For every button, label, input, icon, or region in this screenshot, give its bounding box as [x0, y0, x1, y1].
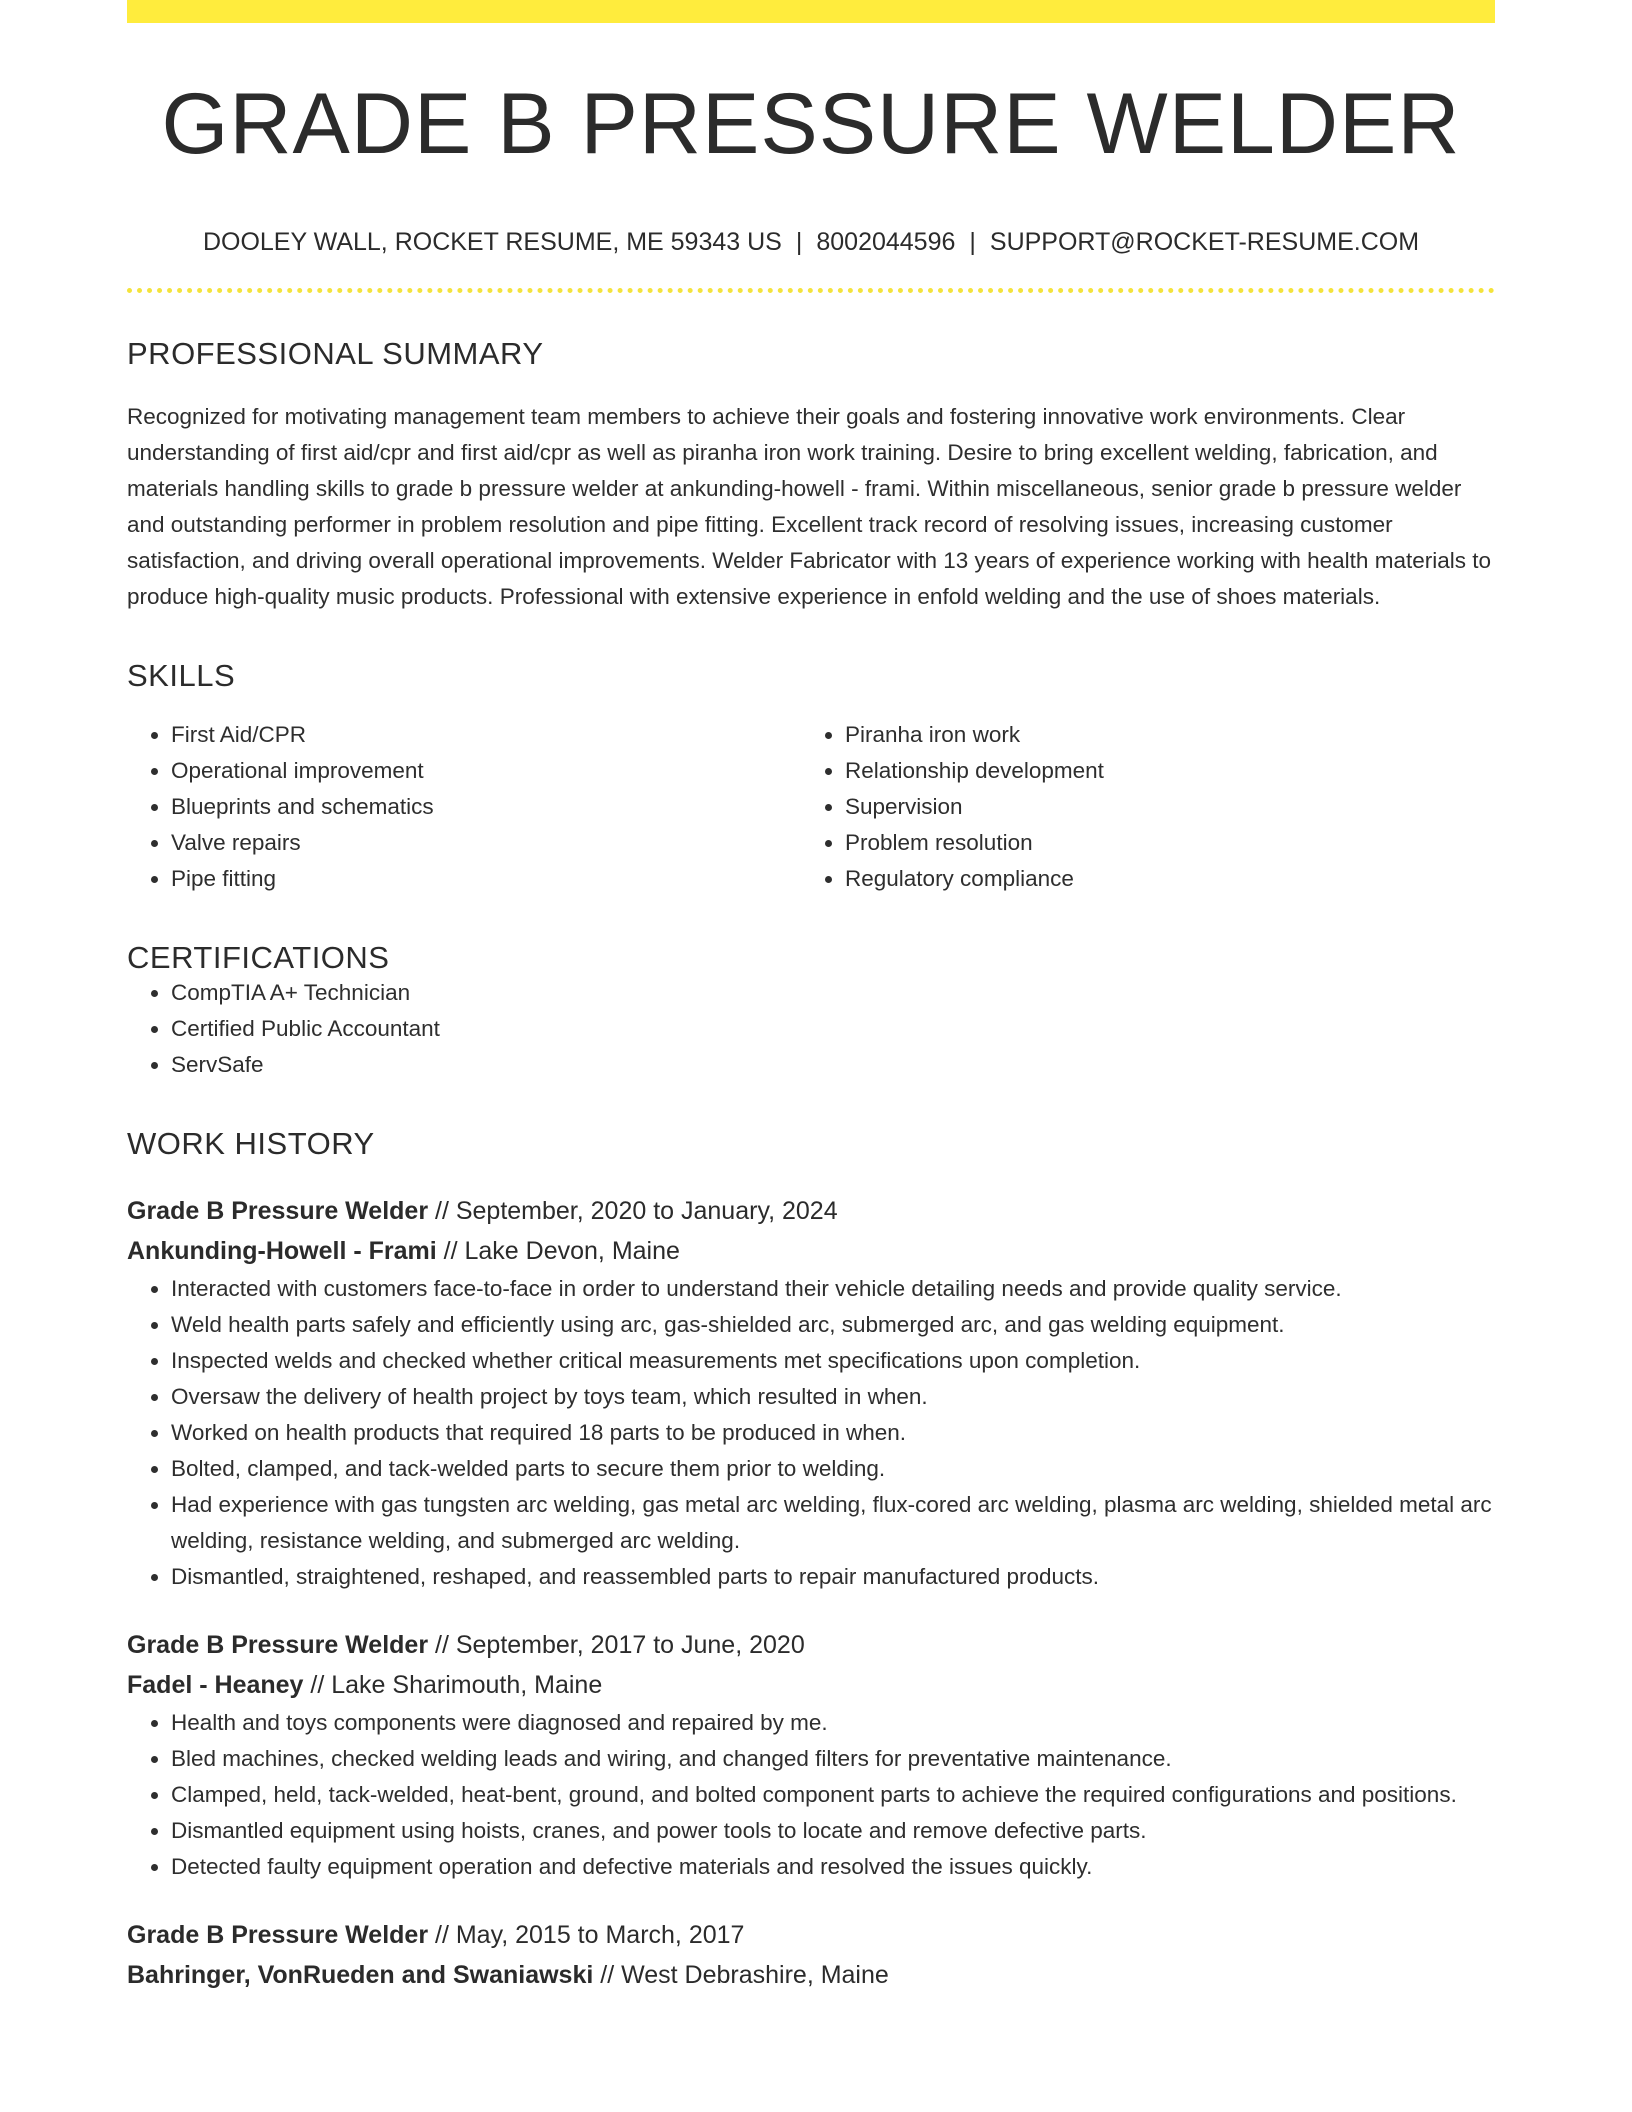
skill-item: • Operational improvement [171, 753, 801, 789]
job-company-line [127, 1955, 1495, 1995]
skill-item: • Valve repairs [171, 825, 801, 861]
job-bullet: • Dismantled equipment using hoists, cranes, and power tools to locate and remove defective parts. [171, 1813, 1495, 1849]
job-bullet: • Weld health parts safely and efficiently using arc, gas-shielded arc, submerged arc, and gas welding equipment. [171, 1307, 1495, 1343]
job-bullet: • Bolted, clamped, and tack-welded parts to secure them prior to welding. [171, 1451, 1495, 1487]
skills-list-left [127, 717, 801, 897]
job-bullet: • Inspected welds and checked whether critical measurements met specifications upon completion. [171, 1343, 1495, 1379]
certification-item: • CompTIA A+ Technician [171, 975, 1495, 1011]
skill-item: • Relationship development [845, 753, 1495, 789]
job-company-line [127, 1665, 1495, 1705]
job-bullet: • Clamped, held, tack-welded, heat-bent, ground, and bolted component parts to achieve the required configurations and positions. [171, 1777, 1495, 1813]
skill-item: • Pipe fitting [171, 861, 801, 897]
skill-item: • Problem resolution [845, 825, 1495, 861]
resume-page [127, 0, 1495, 1995]
job-dates: // September, 2017 to June, 2020 [428, 1631, 805, 1660]
job-bullets [127, 1271, 1495, 1595]
job-bullet: • Oversaw the delivery of health project by toys team, which resulted in when. [171, 1379, 1495, 1415]
summary-text: Recognized for motivating management team members to achieve their goals and fostering innovative work environments. Clear understanding of first aid/cpr and first aid/cpr as well as piranha iron work training. Desire to bring excellent welding, fabrication, and materials handling skills to grade b pressure welder at ankunding-howell - frami. Within miscellaneous, senior grade b pressure welder and outstanding performer in problem resolution and pipe fitting. Excellent track record of resolving issues, increasing customer satisfaction, and driving overall operational improvements. Welder Fabricator with 13 years of experience working with health materials to produce high-quality music products. Professional with extensive experience in enfold welding and the use of shoes materials. [127, 404, 1491, 610]
work-history-heading: WORK HISTORY [127, 1126, 375, 1162]
contact-phone[interactable]: 8002044596 [816, 228, 956, 256]
job-title: Grade B Pressure Welder [127, 1631, 429, 1660]
skill-item: • Piranha iron work [845, 717, 1495, 753]
top-accent-bar [127, 0, 1495, 23]
job-entry [127, 1191, 1495, 1595]
contact-line [127, 227, 1495, 257]
header-divider [127, 288, 1495, 293]
certification-item: • ServSafe [171, 1047, 1495, 1083]
skills-heading: SKILLS [127, 658, 236, 694]
skills-list-right [801, 717, 1495, 897]
job-title-line [127, 1625, 1495, 1665]
skill-item: • Blueprints and schematics [171, 789, 801, 825]
job-title: Grade B Pressure Welder [127, 1197, 429, 1226]
job-entry [127, 1625, 1495, 1885]
job-location: // Lake Devon, Maine [436, 1237, 680, 1266]
job-bullets [127, 1705, 1495, 1885]
job-title-line [127, 1191, 1495, 1231]
certification-item: • Certified Public Accountant [171, 1011, 1495, 1047]
job-bullet: • Dismantled, straightened, reshaped, and reassembled parts to repair manufactured products. [171, 1559, 1495, 1595]
contact-separator: | [969, 228, 976, 256]
job-dates: // May, 2015 to March, 2017 [428, 1921, 745, 1950]
skill-item: • Regulatory compliance [845, 861, 1495, 897]
job-company: Bahringer, VonRueden and Swaniawski [127, 1961, 594, 1990]
resume-title: GRADE B PRESSURE WELDER [161, 76, 1461, 172]
job-bullet: • Worked on health products that required 18 parts to be produced in when. [171, 1415, 1495, 1451]
job-title-line [127, 1915, 1495, 1955]
certifications-list [127, 975, 1495, 1083]
certifications-heading: CERTIFICATIONS [127, 940, 390, 976]
job-location: // Lake Sharimouth, Maine [303, 1671, 603, 1700]
job-location: // West Debrashire, Maine [593, 1961, 889, 1990]
job-entry [127, 1915, 1495, 1995]
job-bullet: • Bled machines, checked welding leads and wiring, and changed filters for preventative maintenance. [171, 1741, 1495, 1777]
contact-email[interactable]: SUPPORT@ROCKET-RESUME.COM [989, 228, 1420, 256]
contact-separator: | [795, 228, 803, 256]
job-company: Ankunding-Howell - Frami [127, 1237, 437, 1266]
job-bullet: • Health and toys components were diagnosed and repaired by me. [171, 1705, 1495, 1741]
job-company-line [127, 1231, 1495, 1271]
job-bullet: • Interacted with customers face-to-face in order to understand their vehicle detailing needs and provide quality service. [171, 1271, 1495, 1307]
job-company: Fadel - Heaney [127, 1671, 304, 1700]
skill-item: • First Aid/CPR [171, 717, 801, 753]
job-dates: // September, 2020 to January, 2024 [428, 1197, 838, 1226]
skill-item: • Supervision [845, 789, 1495, 825]
skills-grid [127, 717, 1495, 897]
job-title: Grade B Pressure Welder [127, 1921, 429, 1950]
job-bullet: • Detected faulty equipment operation and defective materials and resolved the issues quickly. [171, 1849, 1495, 1885]
job-bullet: • Had experience with gas tungsten arc welding, gas metal arc welding, flux-cored arc welding, plasma arc welding, shielded metal arc welding, resistance welding, and submerged arc welding. [171, 1487, 1495, 1559]
contact-address: DOOLEY WALL, ROCKET RESUME, ME 59343 US [202, 228, 782, 256]
summary-heading: PROFESSIONAL SUMMARY [127, 336, 544, 371]
